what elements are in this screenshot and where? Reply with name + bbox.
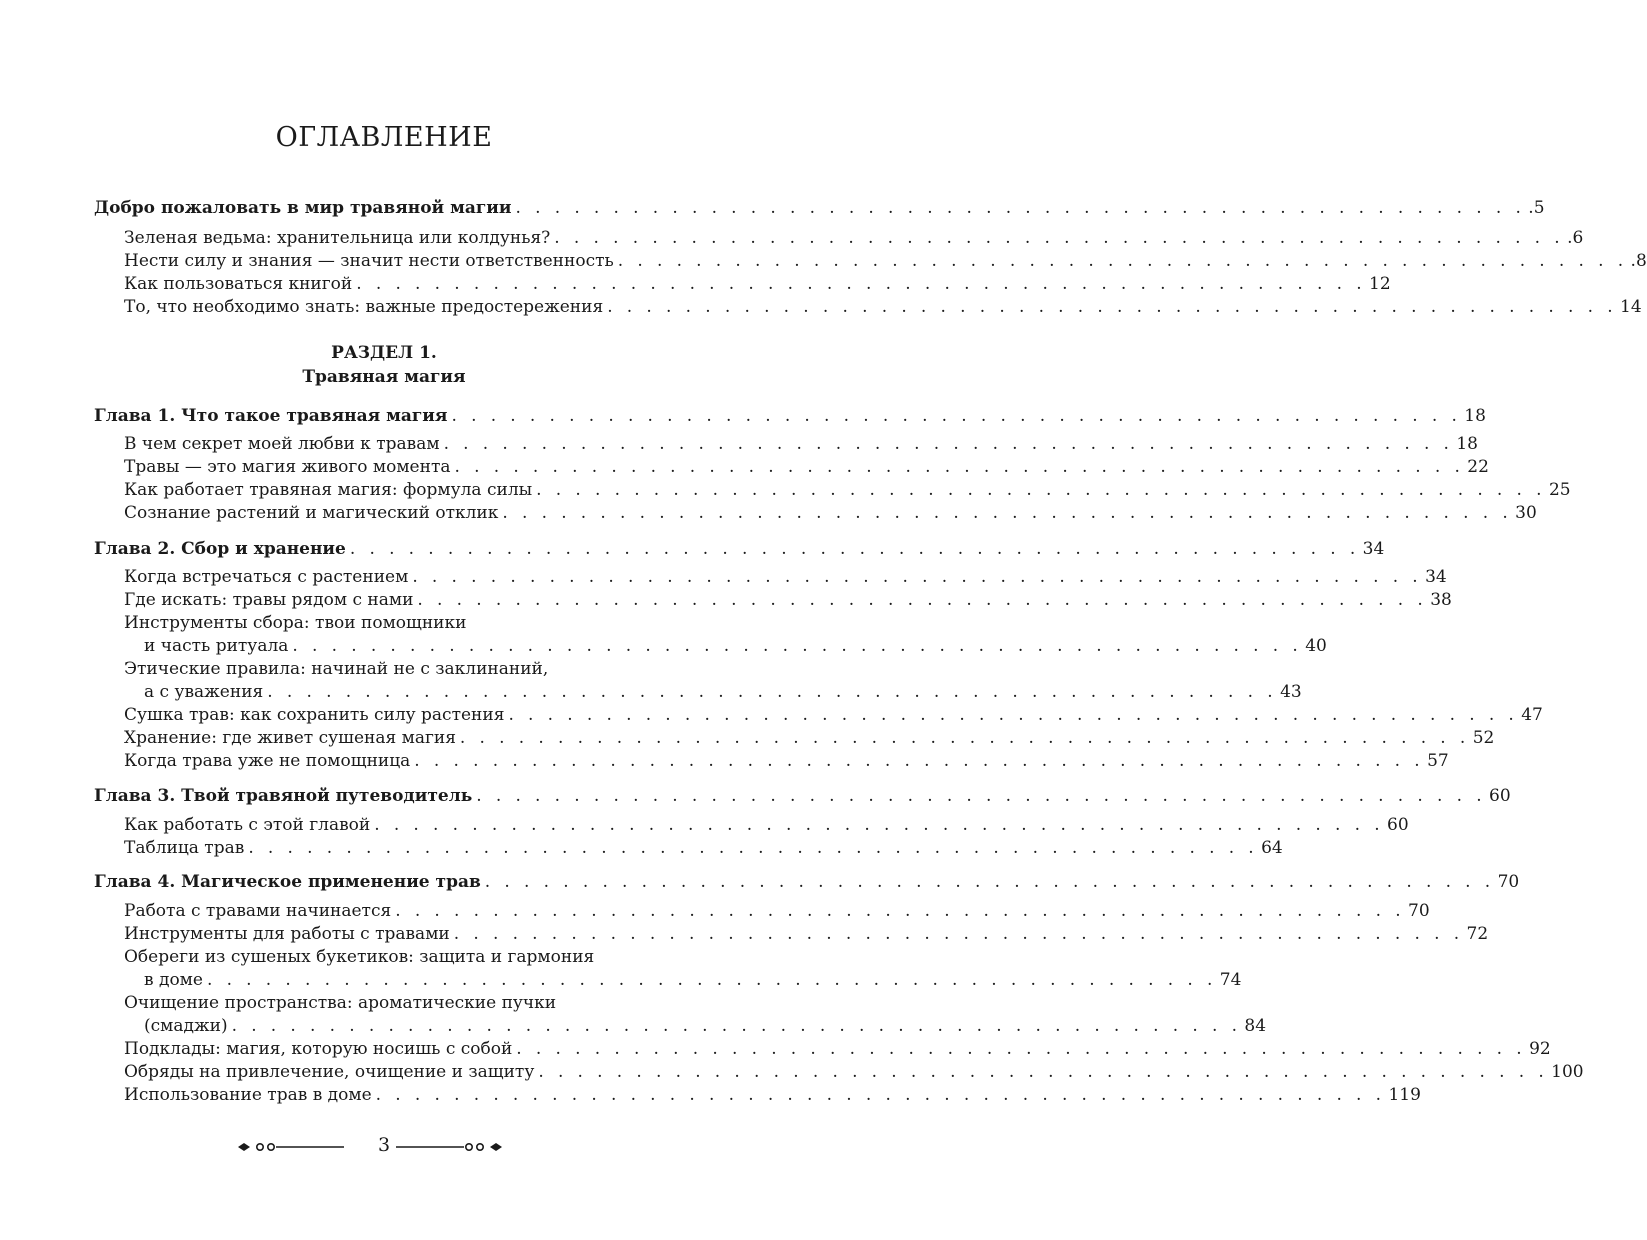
toc-subentry[interactable] (124, 1084, 1421, 1106)
toc-subentry-title: (смаджи) (144, 1016, 228, 1036)
toc-page-number: .5 (1528, 198, 1545, 218)
dot-leader: . . . . . . . . . . . . . . . . . . . . . . . . . . . . . . . . . . . . . . . . . . . . . . . . . . . . (417, 590, 1428, 610)
toc-subentry-title: Хранение: где живет сушеная магия (124, 728, 456, 748)
toc-entry-title: Глава 3. Твой травяной путеводитель (94, 786, 473, 806)
dot-leader: . . . . . . . . . . . . . . . . . . . . . . . . . . . . . . . . . . . . . . . . . . . . . . . . . . . . (454, 457, 1465, 477)
toc-subentry-title: Нести силу и знания — значит нести ответственность (124, 251, 614, 271)
toc-subentry[interactable] (124, 1038, 1551, 1060)
dot-leader: . . . . . . . . . . . . . . . . . . . . . . . . . . . . . . . . . . . . . . . . . . . . . . . . . . . . (443, 434, 1454, 454)
toc-entry-chapter-4[interactable] (94, 871, 1520, 893)
toc-subentry-title: Использование трав в доме (124, 1085, 372, 1105)
toc-subentry-title: в доме (144, 970, 203, 990)
toc-subentry[interactable] (124, 250, 1647, 272)
dot-leader: . . . . . . . . . . . . . . . . . . . . . . . . . . . . . . . . . . . . . . . . . . . . . . . . . . . . (356, 274, 1367, 294)
toc-subentry[interactable] (124, 456, 1489, 478)
page-title: ОГЛАВЛЕНИЕ (275, 122, 493, 153)
toc-page-number: 100 (1551, 1062, 1584, 1082)
toc-subentry[interactable] (124, 814, 1409, 836)
toc-page-number: .6 (1567, 228, 1584, 248)
toc-subentry[interactable] (124, 658, 649, 680)
toc-entry-chapter-3[interactable] (94, 785, 1511, 807)
toc-page-number: 25 (1548, 480, 1571, 500)
toc-subentry[interactable] (124, 612, 649, 634)
toc-page-number: 38 (1430, 590, 1452, 610)
toc-page-number: 52 (1472, 728, 1495, 748)
toc-entry-chapter-1[interactable] (94, 405, 1486, 427)
dot-leader: . . . . . . . . . . . . . . . . . . . . . . . . . . . . . . . . . . . . . . . . . . . . . . . . . . . . (248, 838, 1259, 858)
dot-leader: . . . . . . . . . . . . . . . . . . . . . . . . . . . . . . . . . . . . . . . . . . . . . . . . . . . . (502, 503, 1513, 523)
toc-subentry-title: Сушка трав: как сохранить силу растения (124, 705, 505, 725)
toc-page-number: 12 (1369, 274, 1391, 294)
dot-leader: . . . . . . . . . . . . . . . . . . . . . . . . . . . . . . . . . . . . . . . . . . . . . . . . . . . . (617, 251, 1628, 271)
toc-page-number: 40 (1305, 636, 1327, 656)
toc-subentry[interactable] (124, 1061, 1584, 1083)
toc-subentry[interactable] (124, 992, 649, 1014)
toc-page-number: .8 (1630, 251, 1647, 271)
toc-subentry[interactable] (124, 296, 1642, 318)
toc-subentry[interactable] (124, 946, 649, 968)
toc-subentry-title: а с уважения (144, 682, 264, 702)
toc-entry-title: Глава 1. Что такое травяная магия (94, 406, 448, 426)
toc-subentry-title: и часть ритуала (144, 636, 289, 656)
toc-subentry-title: То, что необходимо знать: важные предостережения (124, 297, 604, 317)
toc-page-number: 47 (1521, 705, 1543, 725)
toc-subentry-title: Когда встречаться с растением (124, 567, 409, 587)
toc-entry-title: Добро пожаловать в мир травяной магии (94, 198, 512, 218)
toc-subentry[interactable] (124, 900, 1430, 922)
toc-subentry[interactable] (124, 273, 1391, 295)
toc-page-number: 18 (1464, 406, 1486, 426)
dot-leader: . . . . . . . . . . . . . . . . . . . . . . . . . . . . . . . . . . . . . . . . . . . . . . . . . . . . (607, 297, 1617, 317)
dot-leader: . . . . . . . . . . . . . . . . . . . . . . . . . . . . . . . . . . . . . . . . . . . . . . . . . . . . (453, 924, 1464, 944)
toc-subentry[interactable] (124, 227, 1584, 249)
toc-subentry-title: Как работать с этой главой (124, 815, 371, 835)
toc-page-number: 14 (1620, 297, 1642, 317)
toc-subentry-title: Инструменты для работы с травами (124, 924, 450, 944)
dot-leader: . . . . . . . . . . . . . . . . . . . . . . . . . . . . . . . . . . . . . . . . . . . . . . . . . . . . (231, 1016, 1242, 1036)
toc-subentry-title: Подклады: магия, которую носишь с собой (124, 1039, 513, 1059)
dot-leader: . . . . . . . . . . . . . . . . . . . . . . . . . . . . . . . . . . . . . . . . . . . . . . . . . . . . (476, 786, 1487, 806)
toc-subentry-title: Как пользоваться книгой (124, 274, 353, 294)
dot-leader: . . . . . . . . . . . . . . . . . . . . . . . . . . . . . . . . . . . . . . . . . . . . . . . . . . . . (349, 539, 1360, 559)
toc-subentry-title: Таблица трав (124, 838, 245, 858)
toc-subentry-title: Как работает травяная магия: формула силы (124, 480, 533, 500)
toc-page-number: 74 (1219, 970, 1242, 990)
toc-page-number: 119 (1388, 1085, 1421, 1105)
dot-leader: . . . . . . . . . . . . . . . . . . . . . . . . . . . . . . . . . . . . . . . . . . . . . . . . . . . . (515, 198, 1526, 218)
toc-subentry-title: Сознание растений и магический отклик (124, 503, 499, 523)
toc-subentry-title: Инструменты сбора: твои помощники (124, 613, 467, 633)
toc-page-number: 84 (1244, 1016, 1267, 1036)
toc-subentry[interactable] (124, 479, 1571, 501)
toc-page-number: 57 (1427, 751, 1449, 771)
toc-subentry-title: Зеленая ведьма: хранительница или колдунья? (124, 228, 551, 248)
section-label: РАЗДЕЛ 1. (331, 343, 437, 363)
toc-page-number: 22 (1467, 457, 1489, 477)
toc-entry-intro[interactable] (94, 197, 1545, 219)
dot-leader: . . . . . . . . . . . . . . . . . . . . . . . . . . . . . . . . . . . . . . . . . . . . . . . . . . . . (206, 970, 1217, 990)
toc-entry-chapter-2[interactable] (94, 538, 1385, 560)
toc-page-number: 64 (1261, 838, 1283, 858)
dot-leader: . . . . . . . . . . . . . . . . . . . . . . . . . . . . . . . . . . . . . . . . . . . . . . . . . . . . (412, 567, 1423, 587)
page-number: 3 (377, 1134, 391, 1156)
dot-leader: . . . . . . . . . . . . . . . . . . . . . . . . . . . . . . . . . . . . . . . . . . . . . . . . . . . . (374, 815, 1385, 835)
toc-page-number: 92 (1529, 1039, 1551, 1059)
toc-entry-title: Глава 2. Сбор и хранение (94, 539, 346, 559)
dot-leader: . . . . . . . . . . . . . . . . . . . . . . . . . . . . . . . . . . . . . . . . . . . . . . . . . . . . (516, 1039, 1527, 1059)
toc-subentry[interactable] (124, 704, 1543, 726)
dot-leader: . . . . . . . . . . . . . . . . . . . . . . . . . . . . . . . . . . . . . . . . . . . . . . . . . . . . (554, 228, 1565, 248)
dot-leader: . . . . . . . . . . . . . . . . . . . . . . . . . . . . . . . . . . . . . . . . . . . . . . . . . . . . (508, 705, 1519, 725)
toc-subentry-title: Когда трава уже не помощница (124, 751, 411, 771)
dot-leader: . . . . . . . . . . . . . . . . . . . . . . . . . . . . . . . . . . . . . . . . . . . . . . . . . . . . (414, 751, 1425, 771)
toc-subentry-title: Травы — это магия живого момента (124, 457, 451, 477)
toc-subentry[interactable] (124, 433, 1478, 455)
toc-subentry-title: Работа с травами начинается (124, 901, 392, 921)
toc-page-number: 60 (1387, 815, 1409, 835)
toc-subentry[interactable] (124, 837, 1283, 859)
toc-subentry-title: Этические правила: начинай не с заклинаний, (124, 659, 549, 679)
toc-entry-title: Глава 4. Магическое применение трав (94, 872, 481, 892)
toc-page-number: 18 (1456, 434, 1478, 454)
dot-leader: . . . . . . . . . . . . . . . . . . . . . . . . . . . . . . . . . . . . . . . . . . . . . . . . . . . . (538, 1062, 1549, 1082)
dot-leader: . . . . . . . . . . . . . . . . . . . . . . . . . . . . . . . . . . . . . . . . . . . . . . . . . . . . (395, 901, 1406, 921)
section-name: Травяная магия (302, 367, 466, 387)
toc-subentry[interactable] (124, 566, 1447, 588)
dot-leader: . . . . . . . . . . . . . . . . . . . . . . . . . . . . . . . . . . . . . . . . . . . . . . . . . . . . (451, 406, 1462, 426)
toc-subentry-title: Обряды на привлечение, очищение и защиту (124, 1062, 535, 1082)
toc-subentry-title: Очищение пространства: ароматические пучки (124, 993, 557, 1013)
toc-subentry-continuation[interactable] (144, 681, 1302, 703)
toc-page-number: 34 (1362, 539, 1385, 559)
toc-page-number: 34 (1425, 567, 1447, 587)
dot-leader: . . . . . . . . . . . . . . . . . . . . . . . . . . . . . . . . . . . . . . . . . . . . . . . . . . . . (375, 1085, 1386, 1105)
toc-subentry[interactable] (124, 589, 1452, 611)
dot-leader: . . . . . . . . . . . . . . . . . . . . . . . . . . . . . . . . . . . . . . . . . . . . . . . . . . . . (459, 728, 1470, 748)
toc-subentry-continuation[interactable] (144, 969, 1242, 991)
toc-subentry[interactable] (124, 923, 1489, 945)
toc-subentry[interactable] (124, 750, 1449, 772)
toc-subentry[interactable] (124, 502, 1537, 524)
toc-subentry-continuation[interactable] (144, 1015, 1267, 1037)
toc-subentry[interactable] (124, 727, 1495, 749)
toc-page-number: 60 (1489, 786, 1511, 806)
dot-leader: . . . . . . . . . . . . . . . . . . . . . . . . . . . . . . . . . . . . . . . . . . . . . . . . . . . . (536, 480, 1546, 500)
toc-page-number: 43 (1280, 682, 1302, 702)
dot-leader: . . . . . . . . . . . . . . . . . . . . . . . . . . . . . . . . . . . . . . . . . . . . . . . . . . . . (292, 636, 1303, 656)
toc-subentry-title: В чем секрет моей любви к травам (124, 434, 440, 454)
dot-leader: . . . . . . . . . . . . . . . . . . . . . . . . . . . . . . . . . . . . . . . . . . . . . . . . . . . . (484, 872, 1495, 892)
dot-leader: . . . . . . . . . . . . . . . . . . . . . . . . . . . . . . . . . . . . . . . . . . . . . . . . . . . . (267, 682, 1278, 702)
toc-page-number: 70 (1408, 901, 1430, 921)
toc-subentry-continuation[interactable] (144, 635, 1327, 657)
toc-page-number: 72 (1466, 924, 1489, 944)
toc-page-number: 30 (1515, 503, 1537, 523)
toc-subentry-title: Обереги из сушеных букетиков: защита и гармония (124, 947, 595, 967)
toc-page-number: 70 (1497, 872, 1520, 892)
toc-subentry-title: Где искать: травы рядом с нами (124, 590, 414, 610)
